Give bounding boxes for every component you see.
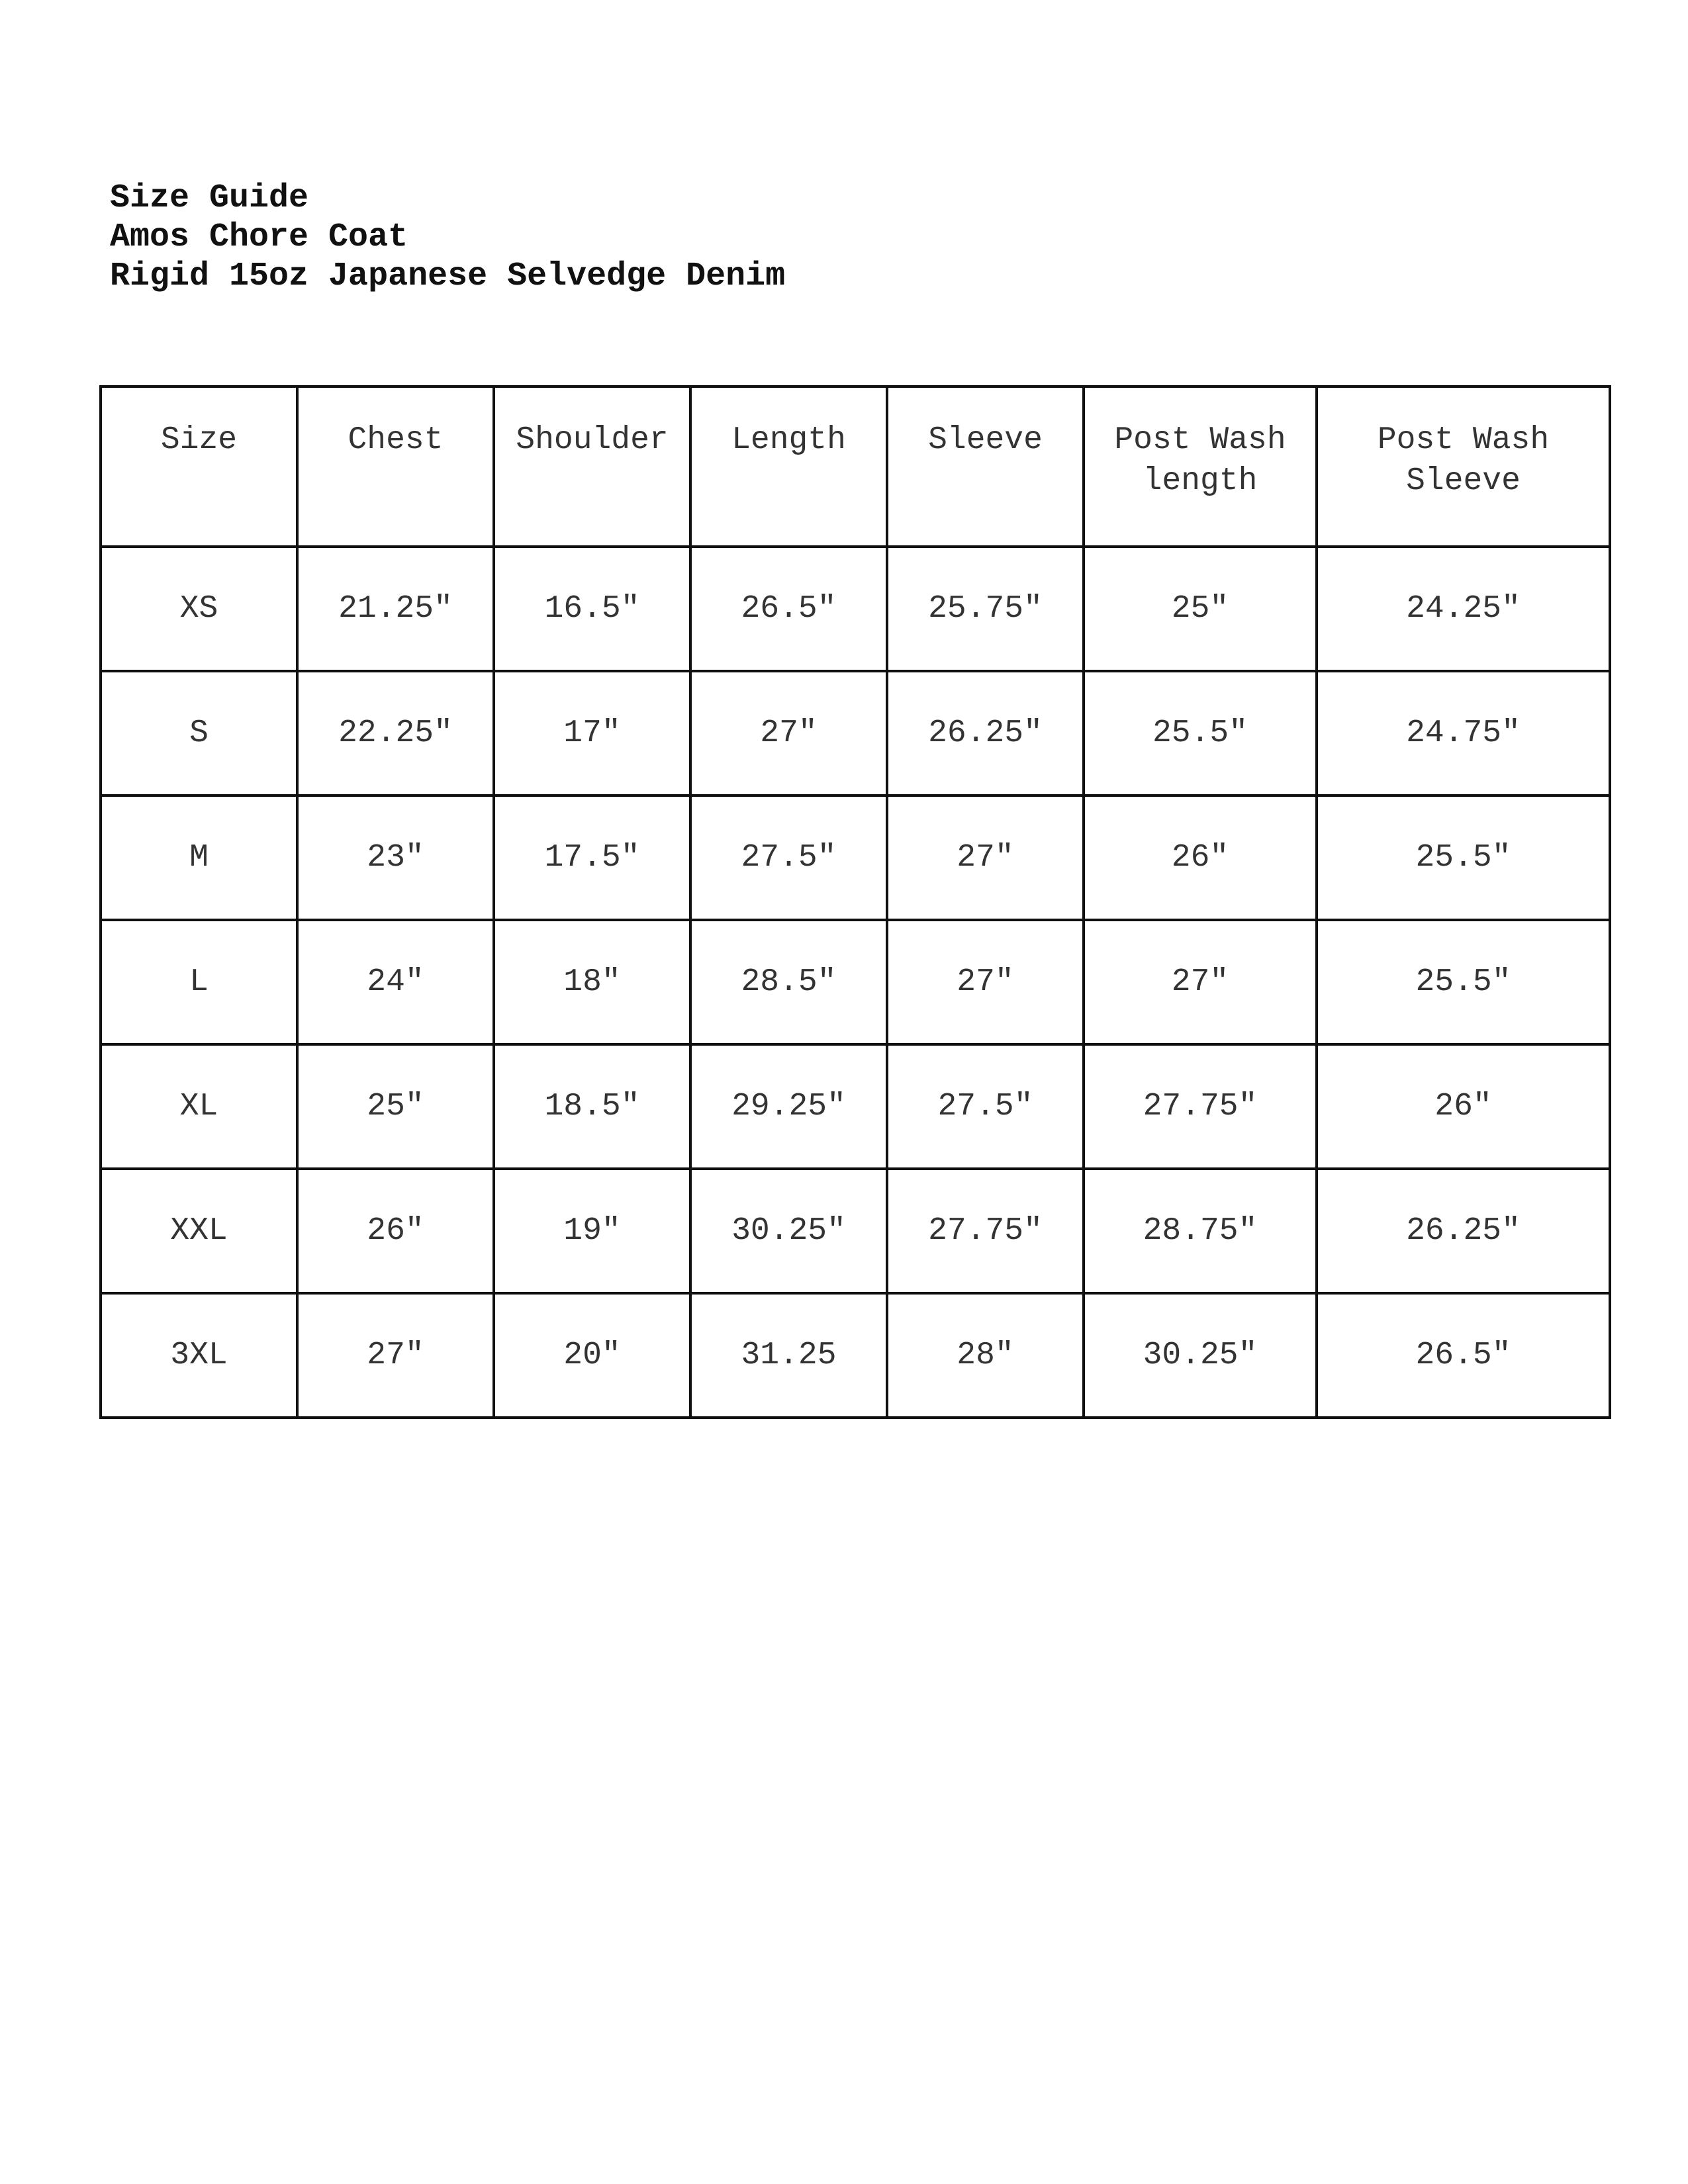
cell-post-wash-sleeve: 24.25″	[1317, 547, 1610, 671]
cell-shoulder: 17″	[494, 671, 690, 796]
cell-sleeve: 27.5″	[887, 1044, 1084, 1169]
cell-post-wash-sleeve: 26.25″	[1317, 1169, 1610, 1293]
cell-sleeve: 28″	[887, 1293, 1084, 1418]
cell-length: 28.5″	[690, 920, 887, 1044]
table-row	[101, 920, 1610, 1044]
cell-size: 3XL	[101, 1293, 297, 1418]
title-size-guide: Size Guide	[110, 179, 309, 217]
table-row	[101, 1293, 1610, 1418]
cell-chest: 24″	[297, 920, 494, 1044]
cell-post-wash-length: 26″	[1084, 796, 1317, 920]
cell-length: 30.25″	[690, 1169, 887, 1293]
table-row	[101, 796, 1610, 920]
cell-sleeve: 27.75″	[887, 1169, 1084, 1293]
cell-chest: 21.25″	[297, 547, 494, 671]
cell-length: 27″	[690, 671, 887, 796]
cell-post-wash-length: 25″	[1084, 547, 1317, 671]
column-header-chest: Chest	[297, 387, 494, 547]
cell-chest: 27″	[297, 1293, 494, 1418]
cell-length: 31.25	[690, 1293, 887, 1418]
cell-sleeve: 27″	[887, 796, 1084, 920]
cell-shoulder: 20″	[494, 1293, 690, 1418]
cell-shoulder: 18.5″	[494, 1044, 690, 1169]
cell-size: M	[101, 796, 297, 920]
cell-sleeve: 25.75″	[887, 547, 1084, 671]
cell-post-wash-sleeve: 26″	[1317, 1044, 1610, 1169]
table-header-row	[101, 387, 1610, 547]
cell-chest: 22.25″	[297, 671, 494, 796]
cell-chest: 23″	[297, 796, 494, 920]
cell-size: S	[101, 671, 297, 796]
column-header-size: Size	[101, 387, 297, 547]
cell-size: L	[101, 920, 297, 1044]
cell-length: 27.5″	[690, 796, 887, 920]
cell-size: XXL	[101, 1169, 297, 1293]
table-row	[101, 1044, 1610, 1169]
column-header-post-wash-length: Post Wash length	[1084, 387, 1317, 547]
table-row	[101, 671, 1610, 796]
column-header-sleeve: Sleeve	[887, 387, 1084, 547]
column-header-shoulder: Shoulder	[494, 387, 690, 547]
cell-shoulder: 16.5″	[494, 547, 690, 671]
cell-sleeve: 26.25″	[887, 671, 1084, 796]
column-header-length: Length	[690, 387, 887, 547]
cell-length: 26.5″	[690, 547, 887, 671]
cell-size: XL	[101, 1044, 297, 1169]
cell-post-wash-sleeve: 26.5″	[1317, 1293, 1610, 1418]
cell-post-wash-length: 30.25″	[1084, 1293, 1317, 1418]
fabric-description: Rigid 15oz Japanese Selvedge Denim	[110, 257, 786, 295]
cell-length: 29.25″	[690, 1044, 887, 1169]
cell-post-wash-length: 27.75″	[1084, 1044, 1317, 1169]
product-name: Amos Chore Coat	[110, 218, 408, 256]
cell-shoulder: 17.5″	[494, 796, 690, 920]
cell-post-wash-sleeve: 25.5″	[1317, 920, 1610, 1044]
cell-post-wash-sleeve: 25.5″	[1317, 796, 1610, 920]
cell-shoulder: 18″	[494, 920, 690, 1044]
size-chart-table	[99, 385, 1611, 1419]
cell-post-wash-sleeve: 24.75″	[1317, 671, 1610, 796]
cell-sleeve: 27″	[887, 920, 1084, 1044]
document-header	[110, 179, 785, 296]
cell-post-wash-length: 28.75″	[1084, 1169, 1317, 1293]
cell-chest: 25″	[297, 1044, 494, 1169]
column-header-post-wash-sleeve: Post Wash Sleeve	[1317, 387, 1610, 547]
table-row	[101, 547, 1610, 671]
cell-shoulder: 19″	[494, 1169, 690, 1293]
cell-size: XS	[101, 547, 297, 671]
table-row	[101, 1169, 1610, 1293]
cell-post-wash-length: 25.5″	[1084, 671, 1317, 796]
cell-post-wash-length: 27″	[1084, 920, 1317, 1044]
cell-chest: 26″	[297, 1169, 494, 1293]
